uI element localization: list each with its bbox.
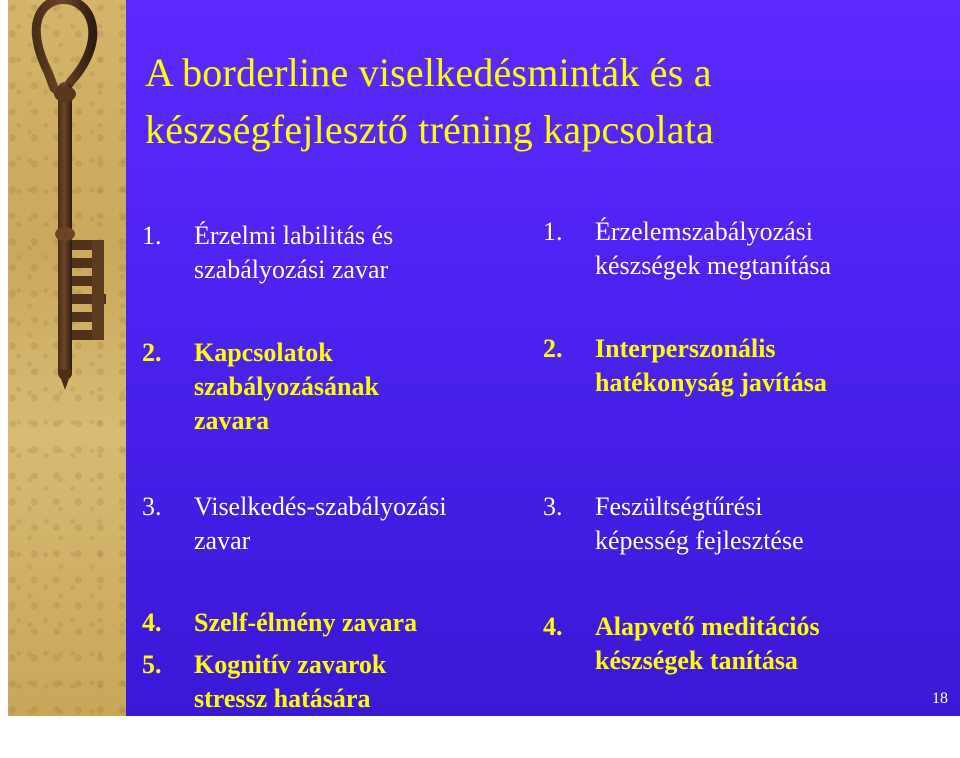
left-list-item-text: Szelf-élmény zavara — [194, 608, 418, 637]
left-list-item-text: Viselkedés-szabályozási zavar — [194, 492, 447, 555]
left-list-item-number: 2. — [142, 338, 162, 367]
left-list-item-text: Érzelmi labilitás és szabályozási zavar — [194, 221, 394, 284]
key-icon — [8, 0, 126, 420]
right-list-item-number: 1. — [543, 217, 563, 246]
left-list-item-number: 1. — [142, 221, 162, 250]
right-list-item-3 — [543, 490, 933, 600]
right-list-item-4 — [543, 610, 933, 720]
left-list-item-3 — [142, 490, 522, 600]
left-list-item-number: 5. — [142, 650, 162, 679]
right-list-item-number: 4. — [543, 612, 563, 641]
left-list-item-text: Kognitív zavarok stressz hatására — [194, 650, 387, 713]
left-list-item-text: Kapcsolatok szabályozásának zavara — [194, 338, 379, 435]
left-list-item-5 — [142, 648, 522, 758]
right-list-item-1 — [543, 215, 933, 325]
left-list-item-number: 4. — [142, 608, 162, 637]
right-list-item-text: Interperszonális hatékonyság javítása — [595, 334, 827, 397]
right-list-item-number: 3. — [543, 492, 563, 521]
left-list-item-1 — [142, 219, 522, 329]
right-list-item-text: Érzelemszabályozási készségek megtanítása — [595, 217, 832, 280]
left-list-item-number: 3. — [142, 492, 162, 521]
right-list-item-text: Alapvető meditációs készségek tanítása — [595, 612, 820, 675]
right-list-item-text: Feszültségtűrési képesség fejlesztése — [595, 492, 804, 555]
left-list-item-2 — [142, 336, 522, 446]
right-list-item-2 — [543, 332, 933, 442]
slide-title: A borderline viselkedésminták és a készségfejlesztő tréning kapcsolata — [145, 50, 714, 152]
right-list-item-number: 2. — [543, 334, 563, 363]
page-number: 18 — [932, 690, 948, 707]
